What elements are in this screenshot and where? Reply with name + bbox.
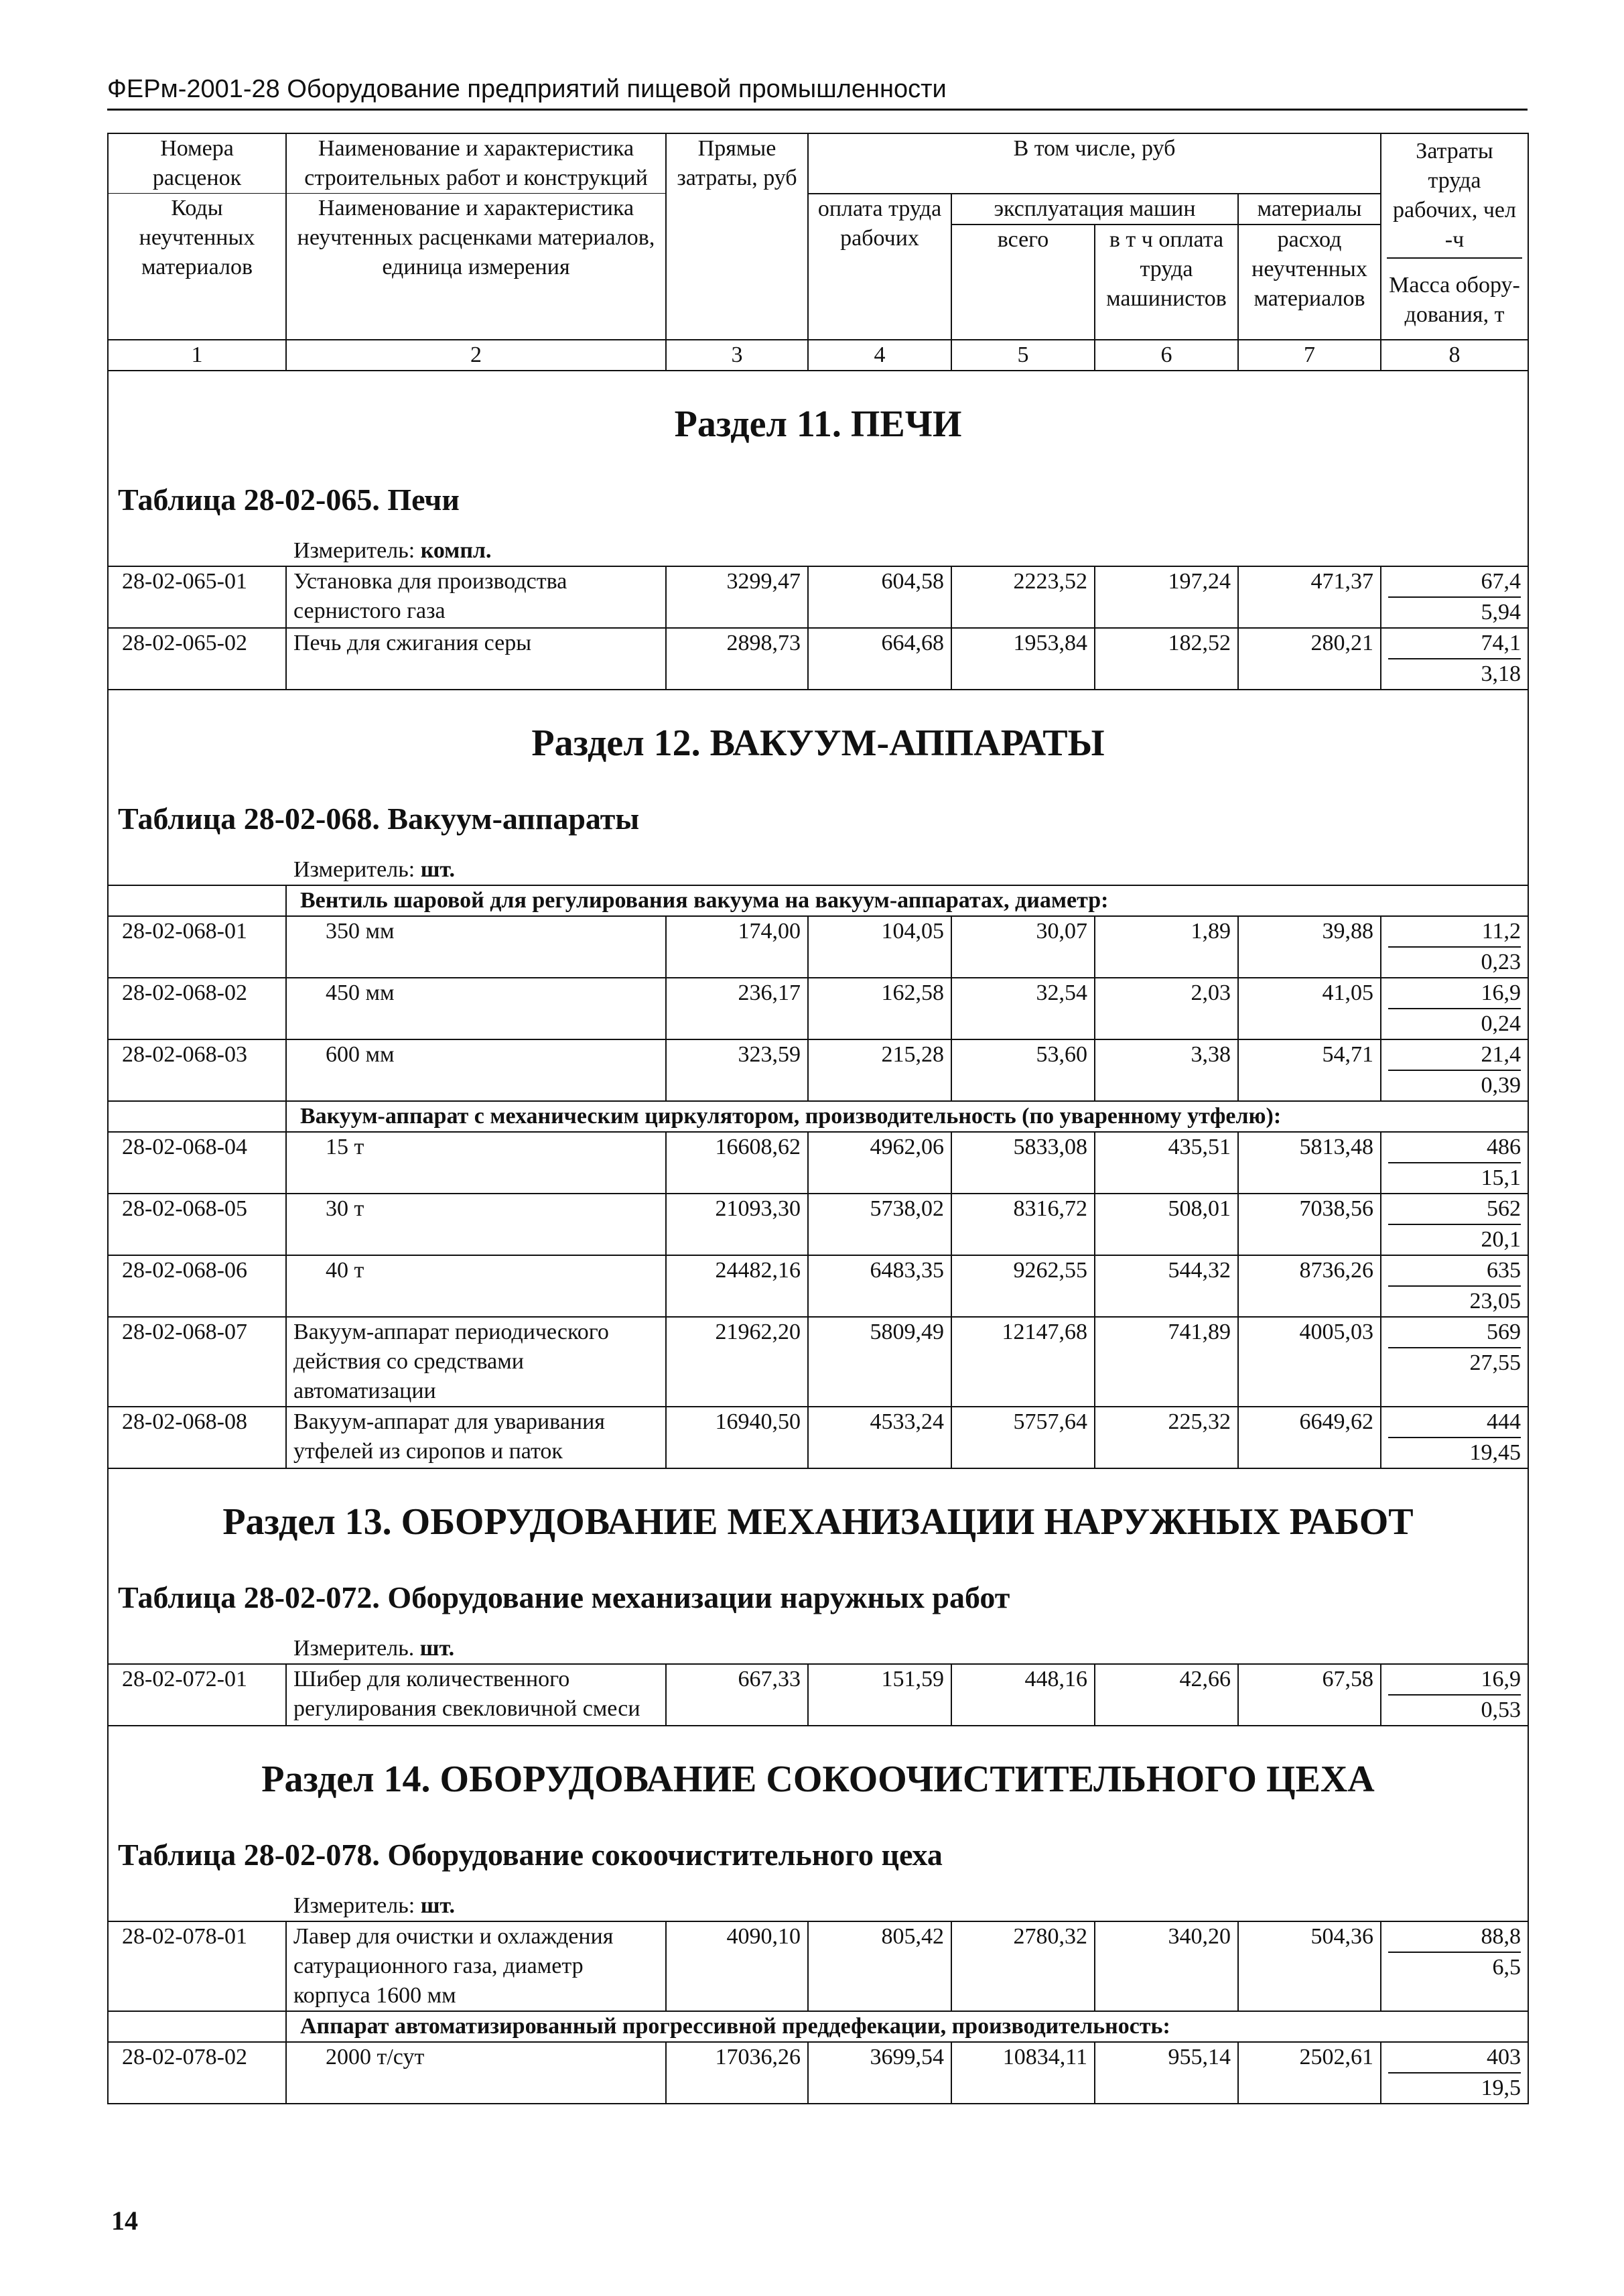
rate-code: 28-02-068-04 [108,1132,286,1194]
labor-mass-cell [1381,1132,1528,1194]
header-incl: В том числе, руб [808,133,1381,194]
group-row [108,885,1528,916]
work-name: 40 т [286,1255,666,1317]
cost-mach-total: 5757,64 [951,1407,1095,1468]
cost-mach-wage: 955,14 [1095,2042,1238,2104]
cost-direct: 174,00 [666,916,808,978]
rate-code: 28-02-068-01 [108,916,286,978]
equipment-mass: 15,1 [1481,1165,1521,1190]
norms-table [107,133,1529,2104]
labor-hours: 88,8 [1388,1922,1521,1953]
meter-line [115,1891,1521,1921]
cost-materials: 39,88 [1238,916,1381,978]
equipment-mass: 20,1 [1481,1226,1521,1252]
header-col5: всего [951,225,1095,340]
cost-mach-total: 12147,68 [951,1317,1095,1407]
meter-label: Измеритель: [293,537,421,563]
rate-code: 28-02-068-03 [108,1039,286,1101]
section-row [108,1726,1528,1921]
equipment-mass: 0,39 [1481,1072,1521,1098]
cost-mach-total: 2780,32 [951,1921,1095,2011]
equipment-mass: 27,55 [1469,1350,1521,1375]
cost-wage: 604,58 [808,566,951,628]
work-name: 350 мм [286,916,666,978]
labor-mass-cell [1381,628,1528,690]
meter-unit: компл. [420,537,492,563]
labor-hours: 444 [1388,1407,1521,1438]
table-row [108,1921,1528,2011]
cost-direct: 24482,16 [666,1255,808,1317]
table-row [108,1194,1528,1255]
equipment-mass: 19,5 [1481,2075,1521,2100]
labor-mass-cell [1381,1407,1528,1468]
header-materials: материалы [1238,194,1381,225]
cost-wage: 664,68 [808,628,951,690]
section-row [108,690,1528,885]
work-name: 450 мм [286,978,666,1039]
work-name: 30 т [286,1194,666,1255]
cost-mach-wage: 435,51 [1095,1132,1238,1194]
rate-code: 28-02-068-07 [108,1317,286,1407]
work-name: 15 т [286,1132,666,1194]
table-row [108,1039,1528,1101]
equipment-mass: 0,23 [1481,949,1521,974]
cost-wage: 4962,06 [808,1132,951,1194]
cost-wage: 215,28 [808,1039,951,1101]
table-title: Таблица 28-02-068. Вакуум-аппараты [118,801,640,836]
labor-mass-cell [1381,566,1528,628]
meter-line [115,1634,1521,1663]
header-col2-bottom: Наименование и характеристика неучтенных расценками материалов, единица измерения [286,194,666,340]
cost-materials: 41,05 [1238,978,1381,1039]
table-row [108,1664,1528,1726]
rate-code: 28-02-078-01 [108,1921,286,2011]
cost-direct: 16608,62 [666,1132,808,1194]
labor-hours: 21,4 [1388,1040,1521,1071]
cost-materials: 504,36 [1238,1921,1381,2011]
cost-mach-total: 1953,84 [951,628,1095,690]
header-col1-bottom: Коды неучтенных материалов [108,194,286,340]
cost-mach-wage: 197,24 [1095,566,1238,628]
column-number: 2 [286,340,666,371]
cost-mach-wage: 225,32 [1095,1407,1238,1468]
meter-line [115,536,1521,566]
cost-direct: 21962,20 [666,1317,808,1407]
rate-code: 28-02-065-02 [108,628,286,690]
section-title: Раздел 14. ОБОРУДОВАНИЕ СОКООЧИСТИТЕЛЬНОГО ЦЕХА [261,1758,1375,1800]
cost-mach-total: 8316,72 [951,1194,1095,1255]
labor-hours: 562 [1388,1194,1521,1225]
table-row [108,1255,1528,1317]
cost-mach-wage: 1,89 [1095,916,1238,978]
cost-wage: 4533,24 [808,1407,951,1468]
cost-materials: 67,58 [1238,1664,1381,1726]
table-row [108,1407,1528,1468]
cost-wage: 151,59 [808,1664,951,1726]
rate-code: 28-02-065-01 [108,566,286,628]
header-col4: оплата труда рабочих [808,194,951,340]
labor-hours: 569 [1388,1318,1521,1348]
cost-mach-total: 30,07 [951,916,1095,978]
header-col8 [1381,133,1528,340]
cost-mach-total: 53,60 [951,1039,1095,1101]
page-number: 14 [111,2206,138,2236]
cost-mach-total: 448,16 [951,1664,1095,1726]
cost-materials: 7038,56 [1238,1194,1381,1255]
equipment-mass: 23,05 [1469,1288,1521,1314]
cost-mach-total: 10834,11 [951,2042,1095,2104]
cost-materials: 8736,26 [1238,1255,1381,1317]
table-title: Таблица 28-02-078. Оборудование сокоочистительного цеха [118,1837,943,1872]
column-number: 6 [1095,340,1238,371]
cost-materials: 4005,03 [1238,1317,1381,1407]
section-title: Раздел 13. ОБОРУДОВАНИЕ МЕХАНИЗАЦИИ НАРУЖНЫХ РАБОТ [222,1501,1414,1543]
equipment-mass: 0,24 [1481,1011,1521,1036]
labor-hours: 403 [1388,2043,1521,2074]
work-name: Печь для сжигания серы [286,628,666,690]
header-col1-top: Номера расценок [108,133,286,194]
labor-mass-cell [1381,1921,1528,2011]
group-label: Аппарат автоматизированный прогрессивной преддефекации, производительность: [286,2011,1528,2042]
cost-wage: 805,42 [808,1921,951,2011]
labor-hours: 74,1 [1388,629,1521,659]
meter-label: Измеритель: [293,1893,421,1918]
header-col2-top: Наименование и характеристика строительных работ и конструкций [286,133,666,194]
table-row [108,2042,1528,2104]
cost-direct: 667,33 [666,1664,808,1726]
equipment-mass: 0,53 [1481,1697,1521,1722]
page-header [107,72,1528,111]
table-row [108,916,1528,978]
work-name: 2000 т/сут [286,2042,666,2104]
cost-materials: 5813,48 [1238,1132,1381,1194]
cost-direct: 3299,47 [666,566,808,628]
cost-mach-total: 5833,08 [951,1132,1095,1194]
section-title: Раздел 12. ВАКУУМ-АППАРАТЫ [531,722,1105,764]
labor-mass-cell [1381,1194,1528,1255]
table-title: Таблица 28-02-072. Оборудование механизации наружных работ [118,1580,1010,1614]
section-row [108,371,1528,566]
rate-code: 28-02-078-02 [108,2042,286,2104]
column-numbers-row [108,340,1528,371]
cost-mach-wage: 2,03 [1095,978,1238,1039]
cost-wage: 3699,54 [808,2042,951,2104]
work-name: Вакуум-аппарат периодического действия со средствами автоматизации [286,1317,666,1407]
equipment-mass: 6,5 [1492,1954,1521,1980]
cost-direct: 16940,50 [666,1407,808,1468]
work-name: Установка для производства сернистого газа [286,566,666,628]
table-row [108,1132,1528,1194]
cost-mach-wage: 340,20 [1095,1921,1238,2011]
group-row [108,1101,1528,1132]
cost-materials: 54,71 [1238,1039,1381,1101]
header-col8-bottom: Масса обору-дования, т [1389,273,1520,327]
cost-mach-wage: 508,01 [1095,1194,1238,1255]
header-machines: эксплуатация машин [951,194,1238,225]
cost-wage: 5809,49 [808,1317,951,1407]
cost-materials: 471,37 [1238,566,1381,628]
cost-mach-wage: 741,89 [1095,1317,1238,1407]
cost-wage: 104,05 [808,916,951,978]
header-col8-top: Затраты труда рабочих, чел -ч [1387,134,1522,259]
equipment-mass: 19,45 [1469,1440,1521,1465]
rate-code: 28-02-072-01 [108,1664,286,1726]
work-name: Лавер для очистки и охлаждения сатурационного газа, диаметр корпуса 1600 мм [286,1921,666,2011]
column-number: 1 [108,340,286,371]
group-row [108,2011,1528,2042]
column-number: 5 [951,340,1095,371]
labor-hours: 16,9 [1388,1665,1521,1696]
work-name: 600 мм [286,1039,666,1101]
cost-mach-wage: 42,66 [1095,1664,1238,1726]
meter-label: Измеритель. [293,1635,420,1661]
cost-direct: 2898,73 [666,628,808,690]
header-row-mid [108,194,1528,225]
labor-mass-cell [1381,1039,1528,1101]
cost-direct: 4090,10 [666,1921,808,2011]
cost-direct: 236,17 [666,978,808,1039]
labor-hours: 11,2 [1388,917,1521,948]
header-row-top [108,133,1528,194]
column-number: 4 [808,340,951,371]
meter-line [115,855,1521,885]
cost-mach-total: 9262,55 [951,1255,1095,1317]
labor-hours: 67,4 [1388,567,1521,598]
table-title: Таблица 28-02-065. Печи [118,482,460,517]
work-name: Шибер для количественного регулирования свекловичной смеси [286,1664,666,1726]
column-number: 3 [666,340,808,371]
cost-mach-wage: 3,38 [1095,1039,1238,1101]
rate-code: 28-02-068-06 [108,1255,286,1317]
labor-mass-cell [1381,1255,1528,1317]
cost-materials: 280,21 [1238,628,1381,690]
meter-unit: шт. [420,856,456,882]
labor-mass-cell [1381,978,1528,1039]
table-row [108,1317,1528,1407]
cost-materials: 2502,61 [1238,2042,1381,2104]
meter-unit: шт. [419,1635,455,1661]
cost-mach-wage: 544,32 [1095,1255,1238,1317]
cost-wage: 162,58 [808,978,951,1039]
rate-code: 28-02-068-08 [108,1407,286,1468]
column-number: 8 [1381,340,1528,371]
equipment-mass: 5,94 [1481,599,1521,625]
group-label: Вентиль шаровой для регулирования вакуума на вакуум-аппаратах, диаметр: [286,885,1528,916]
page-header-text: ФЕРм-2001-28 Оборудование предприятий пищевой промышленности [107,75,947,103]
work-name: Вакуум-аппарат для уваривания утфелей из сиропов и паток [286,1407,666,1468]
section-title: Раздел 11. ПЕЧИ [674,403,962,445]
labor-hours: 486 [1388,1133,1521,1163]
rate-code: 28-02-068-05 [108,1194,286,1255]
cost-mach-total: 32,54 [951,978,1095,1039]
rate-code: 28-02-068-02 [108,978,286,1039]
labor-mass-cell [1381,1317,1528,1407]
labor-mass-cell [1381,1664,1528,1726]
cost-direct: 21093,30 [666,1194,808,1255]
equipment-mass: 3,18 [1481,661,1521,686]
header-col7: расход неучтенных материалов [1238,225,1381,340]
cost-mach-total: 2223,52 [951,566,1095,628]
table-row [108,566,1528,628]
cost-direct: 17036,26 [666,2042,808,2104]
meter-label: Измеритель: [293,856,421,882]
table-row [108,978,1528,1039]
meter-unit: шт. [420,1893,456,1918]
column-number: 7 [1238,340,1381,371]
header-col3: Прямые затраты, руб [666,133,808,340]
labor-hours: 635 [1388,1256,1521,1287]
section-row [108,1468,1528,1664]
header-col6: в т ч оплата труда машинистов [1095,225,1238,340]
labor-mass-cell [1381,916,1528,978]
labor-mass-cell [1381,2042,1528,2104]
cost-wage: 5738,02 [808,1194,951,1255]
cost-materials: 6649,62 [1238,1407,1381,1468]
labor-hours: 16,9 [1388,978,1521,1009]
cost-mach-wage: 182,52 [1095,628,1238,690]
cost-direct: 323,59 [666,1039,808,1101]
group-label: Вакуум-аппарат с механическим циркулятором, производительность (по уваренному утфелю): [286,1101,1528,1132]
table-row [108,628,1528,690]
cost-wage: 6483,35 [808,1255,951,1317]
